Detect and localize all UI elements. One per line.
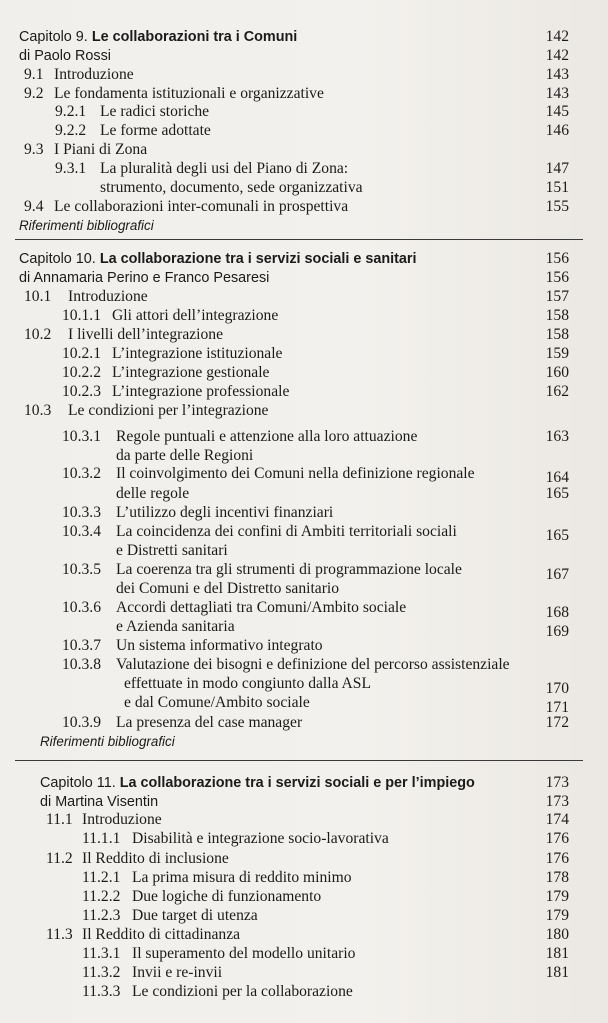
chapter-10-author-page: 156 [545,269,569,286]
chapter-11-prefix: Capitolo 11. [40,775,116,791]
chapter-9-prefix: Capitolo 9. [19,29,88,45]
chapter-9-author: di Paolo Rossi [19,48,111,64]
chapter-10-title: La collaborazione tra i servizi sociali e sanitari [99,251,417,267]
chapter-10-prefix: Capitolo 10. [19,251,96,267]
chapter-9-page: 142 [545,28,569,45]
chapter-10-author: di Annamaria Perino e Franco Pesaresi [19,270,270,286]
book-page: Capitolo 9. Le collaborazioni tra i Comuni 142 di Paolo Rossi 142 9.1 Introduzione 143 9.2 Le fondamenta istituzionali e organizzative 143 9.2.1 Le radici storiche 145 9.2.2 Le forme adottate 146 9.3 I Piani di Zona 9.3.1 La pluralità degli usi del Piano di Zona: 147 strumento, documento, sede organizzativa 151 9.4 Le collaborazioni inter-comunali in prospettiva 155 Riferimenti bibliografici Capitolo 10. La collaborazione tra i servizi sociali e sanitari 156 di Annamaria Perino e Franco Pesaresi 156 10.1 Introduzione 157 10.1.1 Gli attori dell’integrazione 158 10.2 I livelli dell’integrazione 158 10.2.1 L’integrazione istituzionale 159 10.2.2 L’integrazione gestionale 160 10.2.3 L’integrazione professionale 162 10.3 Le condizioni per l’integrazione 10.3.1 Regole puntuali e attenzione alla loro attuazione 163 da parte delle Regioni 10.3.2 Il coinvolgimento dei Comuni nella definizione regionale 164 delle regole 165 10.3.3 L’utilizzo degli incentivi finanziari 10.3.4 La coincidenza dei confini di Ambiti territoriali sociali 165 e Distretti sanitari 10.3.5 La coerenza tra gli strumenti di programmazione locale 167 dei Comuni e del Distretto sanitario 10.3.6 Accordi dettagliati tra Comuni/Ambito sociale 168 e Azienda sanitaria 169 10.3.7 Un sistema informativo integrato 10.3.8 Valutazione dei bisogni e definizione del percorso assistenziale effettuate in modo congiunto dalla ASL 170 e dal Comune/Ambito sociale 171 10.3.9 La presenza del case manager 172 Riferimenti bibliografici Capitolo 11. La collaborazione tra i servizi sociali e per l’impiego 173 di Martina Visentin 173 11.1 Introduzione 174 11.1.1 Disabilità e integrazione socio-lavorativa 176 11.2 Il Reddito di inclusione 176 11.2.1 La prima misura di reddito minimo 178 11.2.2 Due logiche di funzionamento 179 11.2.3 Due target di utenza 179 11.3 Il Reddito di cittadinanza 180 11.3.1 Il superamento del modello unitario 181 11.3.2 Invii e re-invii 181 11.3.3 Le condizioni per la collaborazione [0,0,608,1023]
chapter-11-author: di Martina Visentin [40,794,159,810]
chapter-10-page: 156 [545,250,569,267]
chapter-9-author-page: 142 [545,47,569,64]
chapter-11-author-page: 173 [545,793,569,810]
chapter-11-title: La collaborazione tra i servizi sociali e per l’impiego [119,775,475,791]
chapter-9-title: Le collaborazioni tra i Comuni [91,29,298,45]
divider [15,760,583,761]
divider [15,239,583,240]
chapter-11-page: 173 [545,774,569,791]
